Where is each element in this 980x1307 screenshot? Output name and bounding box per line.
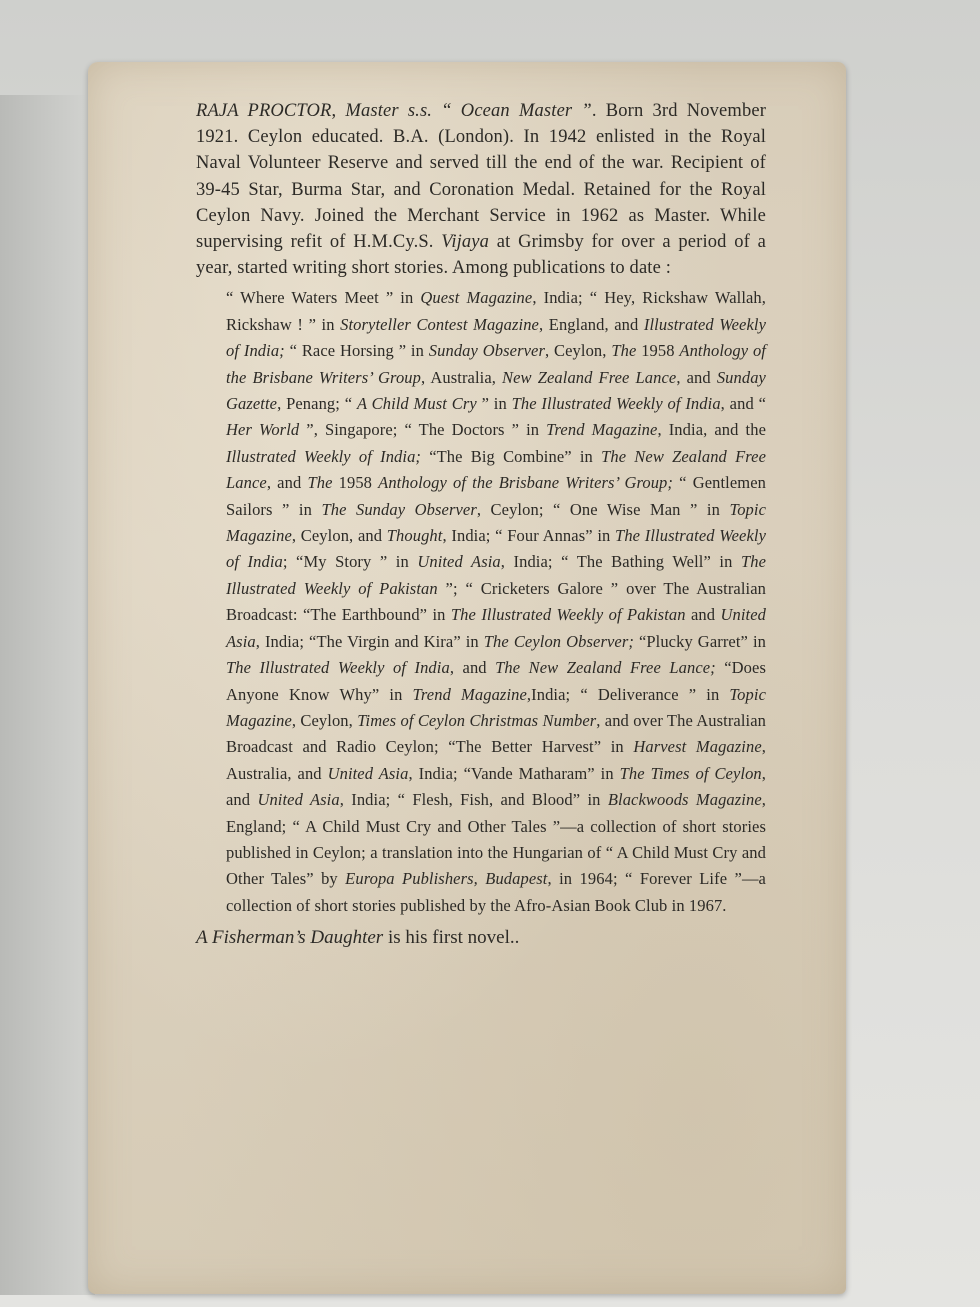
publication-text: 1958	[636, 341, 680, 361]
publication-text: , Australia,	[421, 367, 503, 387]
publication-text: , India, and the	[657, 420, 766, 440]
publication-text: ” in	[476, 394, 512, 414]
publication-text: “ Race Horsing ” in	[284, 341, 429, 361]
publication-title: The Illustrated Weekly of Pakistan	[226, 552, 766, 598]
publication-text: , in 1964; “ Forever Life ”—a collection of short stories published by the Afro-Asian Book Club in 1967.	[226, 869, 766, 915]
publication-title: United Asia	[257, 790, 340, 810]
publication-text: , England, and	[538, 314, 644, 334]
publication-text: ”, Singapore; “ The Doctors ” in	[299, 420, 547, 440]
publication-text: , Ceylon; “ One Wise Man ” in	[476, 499, 730, 519]
publication-text: , and over The Australian Broadcast and Radio Ceylon; “The Better Harvest” in	[226, 710, 766, 757]
publication-title: The Sunday Observer	[321, 499, 477, 519]
publication-title: The New Zealand Free Lance;	[495, 658, 716, 678]
publication-title: Storyteller Contest Magazine	[340, 314, 539, 334]
publications-paragraph	[226, 285, 766, 919]
bio-paragraph: RAJA PROCTOR, Master s.s. “ Ocean Master ”. Born 3rd November 1921. Ceylon educated. B.A. (London). In 1942 enlisted in the Royal Naval Volunteer Reserve and served till the end of the war. Recipient of 39-45 Star, Burma Star, and Coronation Medal. Retained for the Royal Ceylon Navy. Joined the Merchant Service in 1962 as Master. While supervising refit of H.M.Cy.S. Vijaya at Grimsby for over a period of a year, started writing short stories. Among publications to date :	[196, 101, 767, 279]
publication-text: , and	[449, 658, 496, 678]
publication-text: , India; “The Virgin and Kira” in	[255, 631, 484, 651]
publication-title: The New Zealand Free Lance	[226, 446, 766, 493]
publication-title: Times of Ceylon Christmas Number	[357, 710, 597, 730]
publication-text: , and	[266, 473, 308, 493]
novel-title: A Fisherman’s Daughter	[196, 927, 384, 949]
publication-title: United Asia	[327, 763, 409, 783]
publication-title: Anthology of the Brisbane Writers’ Group;	[378, 473, 674, 493]
publication-title: The	[307, 473, 333, 493]
cover-text	[196, 98, 766, 951]
publication-title: A Child Must Cry	[356, 394, 477, 414]
publication-title: The Illustrated Weekly of India	[226, 658, 450, 678]
publication-text: , India; “ The Bathing Well” in	[500, 552, 741, 572]
publication-title: The Illustrated Weekly of India	[226, 526, 767, 572]
publication-text: , India; “ Hey, Rickshaw Wallah, Rickshaw ! ” in	[226, 288, 767, 334]
publication-text: , and	[676, 367, 717, 387]
publication-text: “Does Anyone Know Why” in	[226, 658, 766, 704]
publication-text: , Ceylon,	[291, 710, 358, 730]
closing-text: is his first novel..	[383, 927, 520, 949]
publication-title: Her World	[226, 420, 300, 440]
publication-title: United Asia	[417, 552, 501, 572]
publication-title: Topic Magazine	[226, 499, 767, 546]
publication-text: , Penang; “	[277, 394, 357, 414]
publication-title: Anthology of the Brisbane Writers’ Group	[226, 341, 766, 387]
publication-title: The	[611, 341, 637, 361]
book-back-cover	[88, 62, 846, 1294]
publications-list	[226, 285, 766, 919]
publication-title: Europa Publishers, Budapest	[345, 869, 548, 889]
bio-text-2: at Grimsby for over a period of a year, started writing short stories. Among publications to date :	[196, 232, 766, 279]
publication-text: 1958	[332, 473, 379, 493]
publication-text: , England; “ A Child Must Cry and Other Tales ”—a collection of short stories published in Ceylon; a translation into the Hungarian of “ A Child Must Cry and Other Tales” by	[226, 790, 766, 889]
publication-title: The Illustrated Weekly of India	[511, 394, 721, 414]
publication-text: ,India; “ Deliverance ” in	[526, 684, 730, 704]
publication-text: ”; “ Cricketers Galore ” over The Australian Broadcast: “The Earthbound” in	[226, 578, 766, 625]
publication-title: Thought	[386, 526, 443, 546]
publication-text: “ Where Waters Meet ” in	[226, 288, 421, 308]
publication-text: , Ceylon,	[544, 341, 612, 361]
publication-title: Quest Magazine	[420, 288, 533, 308]
publication-title: Illustrated Weekly of India;	[226, 446, 422, 466]
background-shadow	[0, 95, 95, 1295]
publication-text: and	[685, 605, 721, 625]
publication-text: , India; “ Four Annas” in	[442, 526, 616, 546]
publication-text: , Australia, and	[226, 737, 766, 783]
publication-title: Blackwoods Magazine	[607, 790, 762, 810]
publication-text: , India; “Vande Matharam” in	[408, 763, 620, 783]
closing-line	[196, 925, 766, 951]
publication-title: The Illustrated Weekly of Pakistan	[450, 605, 686, 625]
vessel-name: Vijaya	[441, 232, 490, 253]
publication-text: “ Gentlemen Sailors ” in	[226, 473, 766, 519]
publication-title: Trend Magazine	[412, 684, 527, 704]
publication-title: Sunday Gazette	[226, 367, 766, 414]
publication-title: The Times of Ceylon	[619, 763, 762, 783]
publication-text: , Ceylon, and	[291, 526, 387, 546]
publication-text: “Plucky Garret” in	[633, 631, 766, 651]
publication-text: ; “My Story ” in	[282, 552, 418, 572]
author-rank: Master s.s.	[345, 101, 433, 121]
publication-title: Harvest Magazine	[633, 737, 762, 757]
author-bio	[196, 98, 766, 281]
publication-text: , and	[226, 763, 767, 810]
bio-text-1: . Born 3rd November 1921. Ceylon educated. B.A. (London). In 1942 enlisted in the Royal Naval Volunteer Reserve and served till the end of the war. Recipient of 39-45 Star, Burma Star, and Coronation Medal. Retained for the Royal Ceylon Navy. Joined the Merchant Service in 1962 as Master. While supervising refit of H.M.Cy.S.	[196, 101, 767, 253]
publication-text: , and “	[720, 394, 766, 414]
ship-name: “ Ocean Master ”	[441, 101, 592, 121]
publication-text: “The Big Combine” in	[421, 446, 602, 466]
publication-title: New Zealand Free Lance	[502, 367, 677, 387]
publication-title: Sunday Observer	[428, 341, 545, 361]
publication-title: Topic Magazine	[226, 684, 766, 730]
publication-title: Trend Magazine	[546, 420, 658, 440]
publication-title: Illustrated Weekly of India;	[226, 314, 767, 361]
publication-title: United Asia	[226, 605, 766, 651]
author-name: RAJA PROCTOR	[196, 101, 332, 121]
publication-text: , India; “ Flesh, Fish, and Blood” in	[339, 790, 608, 810]
publication-title: The Ceylon Observer;	[483, 631, 634, 651]
